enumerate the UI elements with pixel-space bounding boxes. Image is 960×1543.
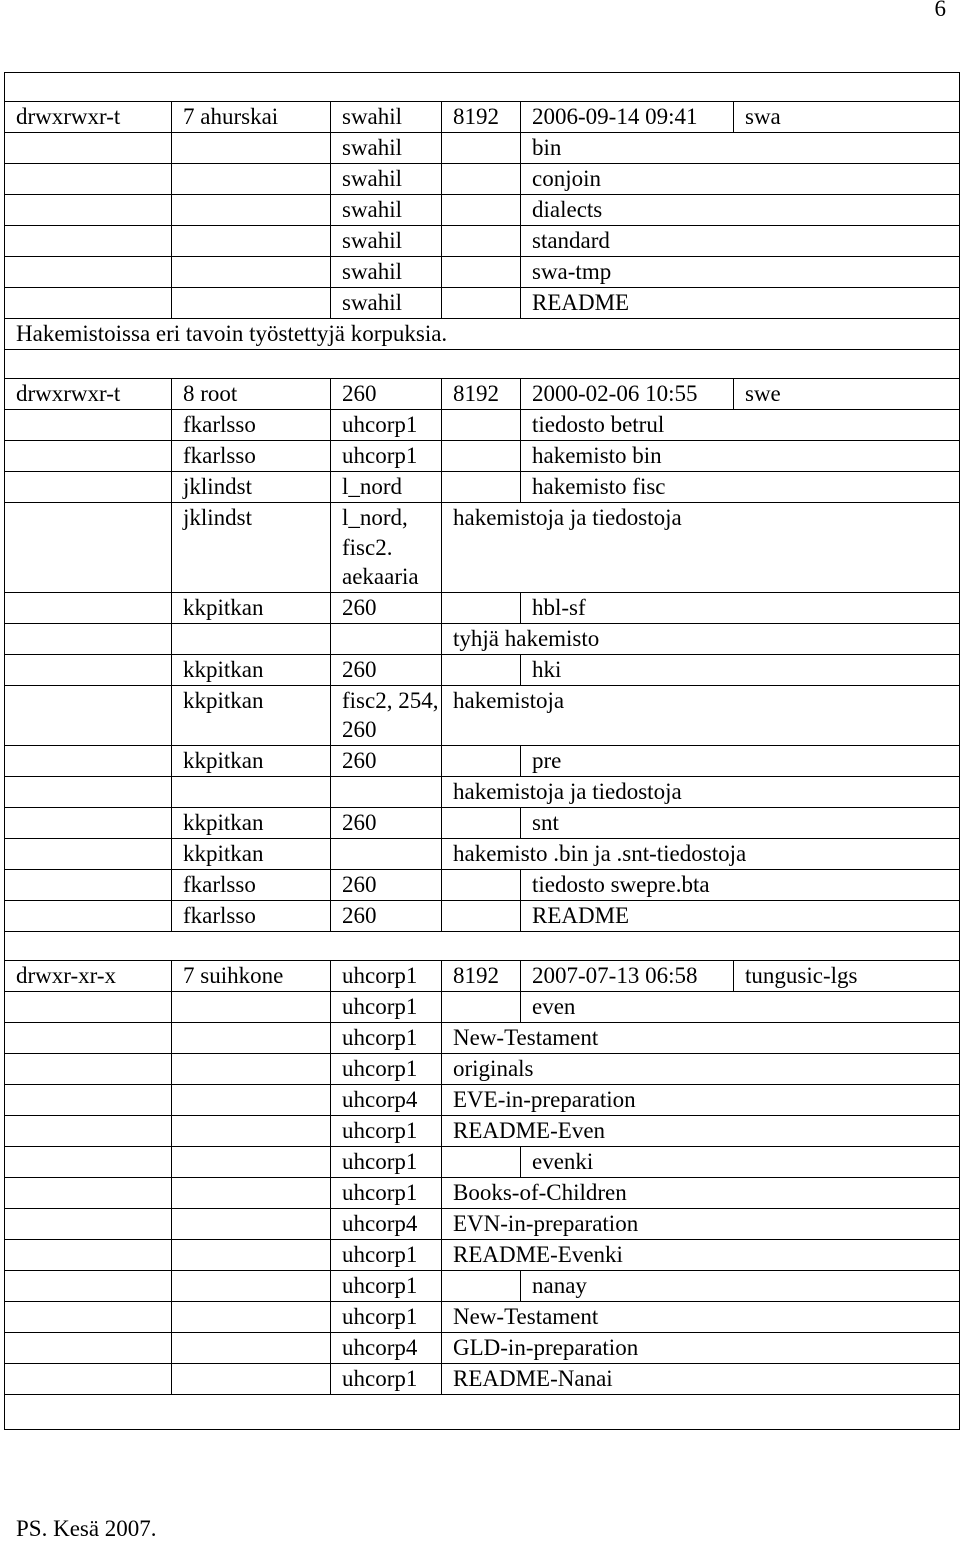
directory-listing-table bbox=[4, 72, 960, 1430]
name-cell: hakemisto fisc bbox=[521, 472, 960, 503]
table-row bbox=[5, 102, 960, 133]
table-row bbox=[5, 1301, 960, 1332]
name-cell: evenki bbox=[521, 1146, 960, 1177]
table-row bbox=[5, 1332, 960, 1363]
table-row bbox=[5, 1177, 960, 1208]
group-cell bbox=[331, 838, 442, 869]
table-row bbox=[5, 472, 960, 503]
links-owner-cell: 7 suihkone bbox=[172, 960, 331, 991]
owner-cell: kkpitkan bbox=[172, 654, 331, 685]
table-row bbox=[5, 869, 960, 900]
name-cell: standard bbox=[521, 226, 960, 257]
desc-cell: README-Nanai bbox=[442, 1363, 960, 1394]
table-row bbox=[5, 226, 960, 257]
name-cell: tiedosto swepre.bta bbox=[521, 869, 960, 900]
table-row bbox=[5, 288, 960, 319]
dir-name-cell: swa bbox=[734, 102, 960, 133]
spacer-row bbox=[5, 1394, 960, 1429]
group-cell: uhcorp4 bbox=[331, 1332, 442, 1363]
table-row bbox=[5, 745, 960, 776]
name-cell: hakemisto bin bbox=[521, 441, 960, 472]
perms-cell: drwxrwxr-t bbox=[5, 102, 172, 133]
name-cell: even bbox=[521, 991, 960, 1022]
note-row bbox=[5, 319, 960, 350]
links-owner-cell: 7 ahurskai bbox=[172, 102, 331, 133]
group-cell: uhcorp1 bbox=[331, 1239, 442, 1270]
table-row bbox=[5, 1270, 960, 1301]
name-cell: README bbox=[521, 288, 960, 319]
name-cell: hki bbox=[521, 654, 960, 685]
table-row bbox=[5, 1053, 960, 1084]
group-cell: uhcorp1 bbox=[331, 1022, 442, 1053]
links-owner-cell: 8 root bbox=[172, 379, 331, 410]
owner-cell: jklindst bbox=[172, 472, 331, 503]
name-cell: pre bbox=[521, 745, 960, 776]
table-row bbox=[5, 257, 960, 288]
desc-cell: New-Testament bbox=[442, 1022, 960, 1053]
group-cell: uhcorp1 bbox=[331, 410, 442, 441]
group-cell: 260 bbox=[331, 592, 442, 623]
table-row bbox=[5, 991, 960, 1022]
group-cell: uhcorp1 bbox=[331, 1115, 442, 1146]
desc-cell: originals bbox=[442, 1053, 960, 1084]
owner-cell: fkarlsso bbox=[172, 441, 331, 472]
table-row bbox=[5, 1084, 960, 1115]
table-row bbox=[5, 1115, 960, 1146]
name-cell: snt bbox=[521, 807, 960, 838]
group-cell: swahil bbox=[331, 257, 442, 288]
desc-cell: hakemistoja ja tiedostoja bbox=[442, 776, 960, 807]
group-cell: 260 bbox=[331, 745, 442, 776]
group-cell: uhcorp1 bbox=[331, 1177, 442, 1208]
date-cell: 2000-02-06 10:55 bbox=[521, 379, 734, 410]
table-row bbox=[5, 164, 960, 195]
table-row bbox=[5, 900, 960, 931]
table-row bbox=[5, 1363, 960, 1394]
page-number: 6 bbox=[934, 0, 946, 21]
name-cell: README bbox=[521, 900, 960, 931]
table-row bbox=[5, 776, 960, 807]
group-cell: swahil bbox=[331, 195, 442, 226]
group-cell: uhcorp1 bbox=[331, 991, 442, 1022]
table-row bbox=[5, 1146, 960, 1177]
desc-cell: hakemistoja bbox=[442, 685, 960, 745]
table-row bbox=[5, 592, 960, 623]
table-row bbox=[5, 441, 960, 472]
size-cell: 8192 bbox=[442, 960, 521, 991]
owner-cell: fkarlsso bbox=[172, 410, 331, 441]
group-cell: uhcorp1 bbox=[331, 960, 442, 991]
name-cell: hbl-sf bbox=[521, 592, 960, 623]
table-row bbox=[5, 654, 960, 685]
size-cell: 8192 bbox=[442, 102, 521, 133]
table-row bbox=[5, 623, 960, 654]
date-cell: 2007-07-13 06:58 bbox=[521, 960, 734, 991]
name-cell: swa-tmp bbox=[521, 257, 960, 288]
table-row bbox=[5, 685, 960, 745]
desc-cell: Books-of-Children bbox=[442, 1177, 960, 1208]
perms-cell: drwxr-xr-x bbox=[5, 960, 172, 991]
desc-cell: README-Even bbox=[442, 1115, 960, 1146]
group-cell: l_nord, fisc2. aekaaria bbox=[331, 503, 442, 593]
group-cell: 260 bbox=[331, 379, 442, 410]
table-row bbox=[5, 195, 960, 226]
name-cell: conjoin bbox=[521, 164, 960, 195]
group-cell: fisc2, 254, 260 bbox=[331, 685, 442, 745]
name-cell: dialects bbox=[521, 195, 960, 226]
table-row bbox=[5, 838, 960, 869]
table-row bbox=[5, 1022, 960, 1053]
date-cell: 2006-09-14 09:41 bbox=[521, 102, 734, 133]
owner-cell: kkpitkan bbox=[172, 592, 331, 623]
group-cell: uhcorp1 bbox=[331, 1053, 442, 1084]
perms-cell: drwxrwxr-t bbox=[5, 379, 172, 410]
desc-cell: EVN-in-preparation bbox=[442, 1208, 960, 1239]
group-cell: swahil bbox=[331, 102, 442, 133]
desc-cell: EVE-in-preparation bbox=[442, 1084, 960, 1115]
group-cell: uhcorp4 bbox=[331, 1208, 442, 1239]
group-note: Hakemistoissa eri tavoin työstettyjä korpuksia. bbox=[5, 319, 960, 350]
owner-cell: fkarlsso bbox=[172, 900, 331, 931]
group-cell: uhcorp1 bbox=[331, 1363, 442, 1394]
table-row bbox=[5, 133, 960, 164]
footer-text: PS. Kesä 2007. bbox=[16, 1516, 157, 1541]
group-cell: swahil bbox=[331, 288, 442, 319]
group-cell: uhcorp1 bbox=[331, 1270, 442, 1301]
spacer-row bbox=[5, 73, 960, 102]
owner-cell: kkpitkan bbox=[172, 807, 331, 838]
spacer-row bbox=[5, 350, 960, 379]
group-cell: uhcorp4 bbox=[331, 1084, 442, 1115]
desc-cell: README-Evenki bbox=[442, 1239, 960, 1270]
owner-cell: kkpitkan bbox=[172, 685, 331, 745]
dir-name-cell: tungusic-lgs bbox=[734, 960, 960, 991]
spacer-row bbox=[5, 931, 960, 960]
table-row bbox=[5, 960, 960, 991]
name-cell: tiedosto betrul bbox=[521, 410, 960, 441]
size-cell: 8192 bbox=[442, 379, 521, 410]
desc-cell: hakemisto .bin ja .snt-tiedostoja bbox=[442, 838, 960, 869]
group-cell: uhcorp1 bbox=[331, 1146, 442, 1177]
desc-cell: GLD-in-preparation bbox=[442, 1332, 960, 1363]
owner-cell: kkpitkan bbox=[172, 838, 331, 869]
table-row bbox=[5, 503, 960, 593]
table-row bbox=[5, 379, 960, 410]
group-cell: 260 bbox=[331, 900, 442, 931]
desc-cell: hakemistoja ja tiedostoja bbox=[442, 503, 960, 593]
desc-cell: New-Testament bbox=[442, 1301, 960, 1332]
group-cell: swahil bbox=[331, 133, 442, 164]
table-row bbox=[5, 1208, 960, 1239]
name-cell: bin bbox=[521, 133, 960, 164]
table-row bbox=[5, 807, 960, 838]
owner-cell: jklindst bbox=[172, 503, 331, 593]
dir-name-cell: swe bbox=[734, 379, 960, 410]
owner-cell: fkarlsso bbox=[172, 869, 331, 900]
name-cell: nanay bbox=[521, 1270, 960, 1301]
group-cell: l_nord bbox=[331, 472, 442, 503]
group-cell: 260 bbox=[331, 654, 442, 685]
group-cell: uhcorp1 bbox=[331, 441, 442, 472]
group-cell: swahil bbox=[331, 164, 442, 195]
group-cell: 260 bbox=[331, 869, 442, 900]
owner-cell: kkpitkan bbox=[172, 745, 331, 776]
table-row bbox=[5, 1239, 960, 1270]
group-cell: 260 bbox=[331, 807, 442, 838]
desc-cell: tyhjä hakemisto bbox=[442, 623, 960, 654]
group-cell: uhcorp1 bbox=[331, 1301, 442, 1332]
group-cell: swahil bbox=[331, 226, 442, 257]
table-row bbox=[5, 410, 960, 441]
